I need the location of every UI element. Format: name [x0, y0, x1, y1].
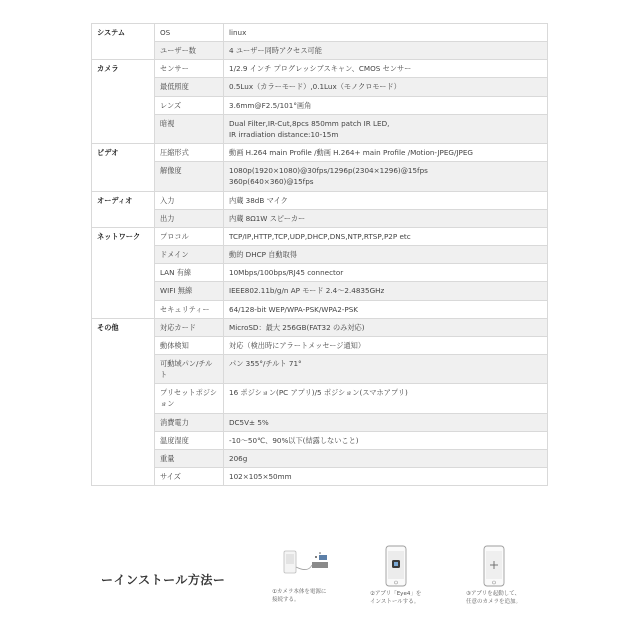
spec-label: ユーザー数	[155, 42, 224, 60]
spec-value	[224, 60, 548, 78]
spec-row	[92, 191, 548, 209]
spec-label: プロコル	[155, 227, 224, 245]
spec-value	[224, 318, 548, 336]
spec-category: ビデオ	[92, 144, 155, 191]
spec-value	[224, 78, 548, 96]
spec-label: センサー	[155, 60, 224, 78]
spec-value	[224, 384, 548, 413]
spec-value	[224, 336, 548, 354]
spec-value	[224, 191, 548, 209]
install-step-2	[370, 545, 421, 606]
spec-value	[224, 162, 548, 191]
spec-label: 動体検知	[155, 336, 224, 354]
spec-value-line: 102×105×50mm	[229, 472, 292, 482]
spec-value	[224, 144, 548, 162]
install-title: ーインストール方法ー	[101, 573, 226, 587]
spec-value-line: -10～50℃、90%以下(結露しないこと)	[229, 435, 359, 445]
spec-value-line: 1/2.9 インチ プログレッシブスキャン、CMOS センサー	[229, 64, 412, 74]
spec-row	[92, 114, 548, 143]
spec-value-line: linux	[229, 28, 247, 37]
spec-value	[224, 227, 548, 245]
install-step-2-caption: ②アプリ「Eye4」を インストールする。	[370, 591, 422, 605]
spec-row	[92, 282, 548, 300]
spec-value-line: 3.6mm@F2.5/101°画角	[229, 100, 312, 110]
spec-value-line: 64/128-bit WEP/WPA-PSK/WPA2-PSK	[229, 304, 358, 314]
spec-value-line: 360p(640×360)@15fps	[229, 177, 314, 187]
spec-value	[224, 24, 548, 42]
spec-value-line: 10Mbps/100bps/RJ45 connector	[229, 268, 344, 278]
spec-category: オーディオ	[92, 191, 155, 227]
spec-label: 解像度	[155, 162, 224, 191]
spec-label: 温度湿度	[155, 431, 224, 449]
spec-label: 可動域パン/チルト	[155, 354, 224, 383]
spec-row	[92, 431, 548, 449]
spec-row	[92, 384, 548, 413]
camera-connection-icon	[272, 545, 342, 585]
spec-label: 最低照度	[155, 78, 224, 96]
spec-row	[92, 318, 548, 336]
spec-value	[224, 209, 548, 227]
spec-label: 対応カード	[155, 318, 224, 336]
spec-value-line: 4 ユーザー同時アクセス可能	[229, 46, 322, 56]
spec-row	[92, 354, 548, 383]
spec-value	[224, 114, 548, 143]
spec-row	[92, 60, 548, 78]
spec-category: システム	[92, 24, 155, 60]
spec-value-line: 206g	[229, 453, 248, 463]
spec-label: サイズ	[155, 468, 224, 486]
spec-value	[224, 413, 548, 431]
spec-value	[224, 468, 548, 486]
spec-value-line: 内蔵 38dB マイク	[229, 195, 288, 205]
spec-value	[224, 300, 548, 318]
spec-value-line: パン 355°/チルト 71°	[229, 358, 302, 368]
spec-row	[92, 96, 548, 114]
spec-label: 出力	[155, 209, 224, 227]
spec-value	[224, 431, 548, 449]
spec-label: WIFI 無線	[155, 282, 224, 300]
spec-value-line: 0.5Lux（カラーモード）,0.1Lux（モノクロモード）	[229, 82, 401, 92]
spec-value-line: 1080p(1920×1080)@30fps/1296p(2304×1296)@15fps	[229, 166, 428, 176]
spec-label: レンズ	[155, 96, 224, 114]
spec-row	[92, 336, 548, 354]
spec-value	[224, 264, 548, 282]
install-step-3	[466, 545, 521, 606]
spec-value-line: 動画 H.264 main Profile /動画 H.264+ main Profile /Motion-JPEG/JPEG	[229, 148, 473, 158]
spec-value-line: 16 ポジション(PC アプリ)/5 ポジション(スマホアプリ)	[229, 388, 408, 398]
spec-value	[224, 354, 548, 383]
spec-label: 消費電力	[155, 413, 224, 431]
spec-label: 圧縮形式	[155, 144, 224, 162]
spec-row	[92, 42, 548, 60]
spec-row	[92, 300, 548, 318]
spec-category: ネットワーク	[92, 227, 155, 318]
spec-label: LAN 有線	[155, 264, 224, 282]
spec-category: カメラ	[92, 60, 155, 144]
spec-category: その他	[92, 318, 155, 486]
spec-value	[224, 246, 548, 264]
spec-value-line: 対応（検出時にアラートメッセージ通知）	[229, 340, 366, 350]
spec-row	[92, 144, 548, 162]
spec-row	[92, 449, 548, 467]
spec-value	[224, 42, 548, 60]
spec-row	[92, 264, 548, 282]
spec-value-line: Dual Filter,IR-Cut,8pcs 850mm patch IR LED,	[229, 118, 390, 128]
install-step-1-caption: ①カメラ本体を電源に 接続する。	[272, 589, 327, 603]
spec-value-line: 動的 DHCP 自動取得	[229, 250, 297, 260]
spec-row	[92, 246, 548, 264]
spec-value-line: IR irradiation distance:10-15m	[229, 129, 339, 139]
spec-value-line: IEEE802.11b/g/n AP モード 2.4～2.4835GHz	[229, 286, 385, 296]
install-step-3-caption: ③アプリを起動して、 任意のカメラを追加。	[466, 591, 522, 605]
spec-value-line: MicroSD：最大 256GB(FAT32 のみ対応)	[229, 322, 365, 332]
spec-value-line: DC5V± 5%	[229, 417, 269, 427]
spec-label: 入力	[155, 191, 224, 209]
spec-label: 暗視	[155, 114, 224, 143]
smartphone-app-icon	[376, 545, 416, 587]
spec-row	[92, 209, 548, 227]
spec-value	[224, 449, 548, 467]
smartphone-add-icon	[474, 545, 514, 587]
spec-row	[92, 24, 548, 42]
spec-label: セキュリティー	[155, 300, 224, 318]
spec-label: 重量	[155, 449, 224, 467]
spec-label: プリセットポジション	[155, 384, 224, 413]
spec-label: OS	[155, 24, 224, 42]
spec-row	[92, 78, 548, 96]
spec-row	[92, 413, 548, 431]
spec-label: ドメイン	[155, 246, 224, 264]
spec-value	[224, 282, 548, 300]
spec-row	[92, 468, 548, 486]
spec-row	[92, 162, 548, 191]
install-step-1	[272, 545, 342, 604]
spec-row	[92, 227, 548, 245]
spec-table	[91, 23, 548, 486]
spec-value	[224, 96, 548, 114]
spec-value-line: TCP/IP,HTTP,TCP,UDP,DHCP,DNS,NTP,RTSP,P2P etc	[229, 231, 411, 241]
spec-value-line: 内蔵 8Ω1W スピーカー	[229, 213, 306, 223]
